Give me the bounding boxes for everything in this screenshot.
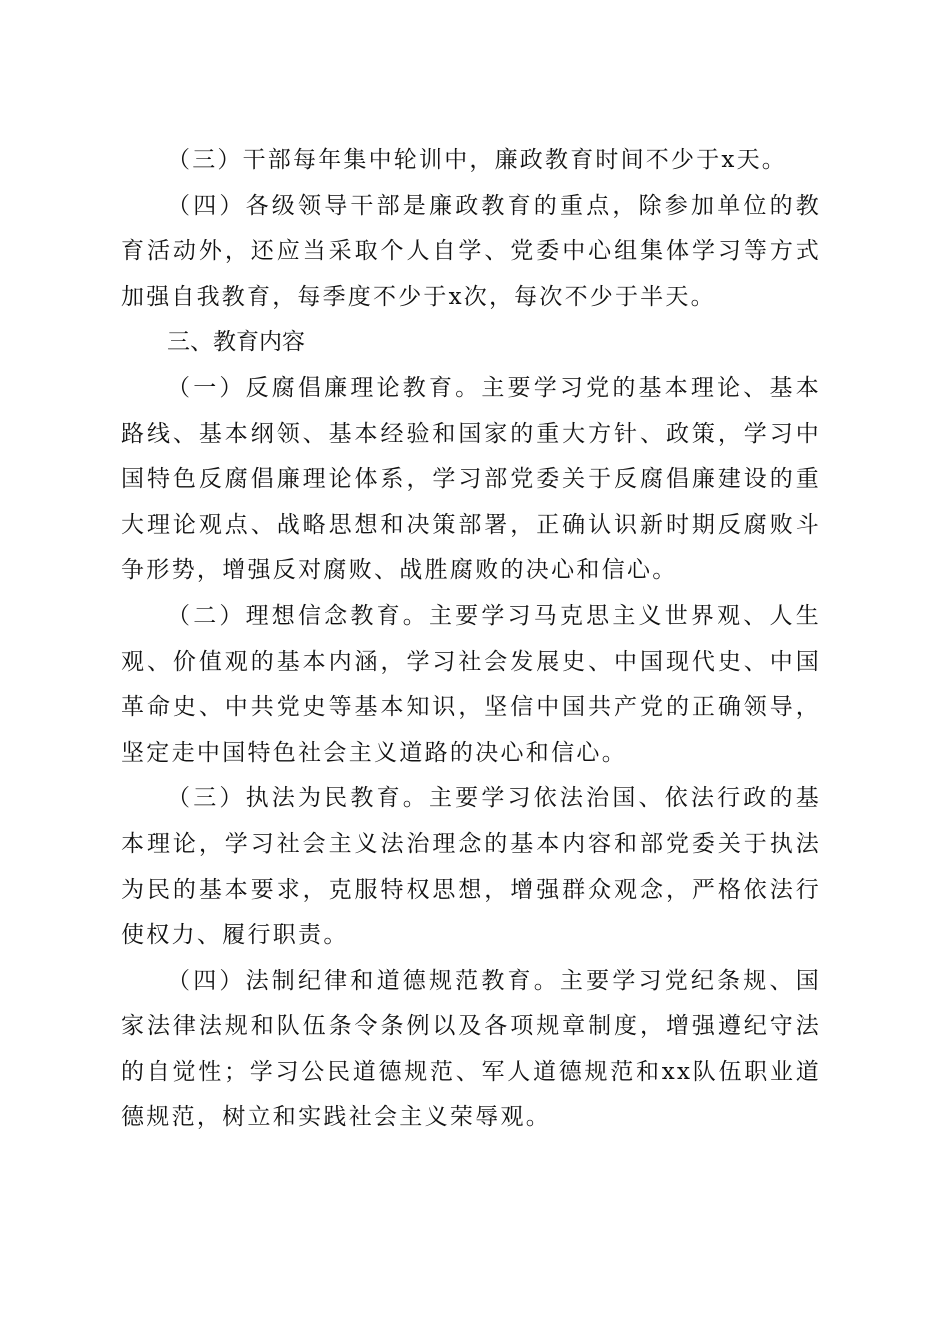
paragraph-discipline-ethics: （四）法制纪律和道德规范教育。主要学习党纪条规、国家法律法规和队伍条令条例以及各项规章制度，增强遵纪守法的自觉性；学习公民道德规范、军人道德规范和xx队伍职业道德规范，树立和实践社会主义荣辱观。 bbox=[121, 967, 821, 1131]
paragraph-leader-education: （四）各级领导干部是廉政教育的重点，除参加单位的教育活动外，还应当采取个人自学、党委中心组集体学习等方式加强自我教育，每季度不少于x次，每次不少于半天。 bbox=[121, 192, 821, 310]
paragraph-ideals-beliefs: （二）理想信念教育。主要学习马克思主义世界观、人生观、价值观的基本内涵，学习社会发展史、中国现代史、中国革命史、中共党史等基本知识，坚信中国共产党的正确领导，坚定走中国特色社会主义道路的决心和信心。 bbox=[121, 602, 821, 766]
section-heading-education-content: 三、教育内容 bbox=[167, 329, 305, 356]
paragraph-cadre-training: （三）干部每年集中轮训中，廉政教育时间不少于x天。 bbox=[167, 147, 787, 173]
document-body bbox=[121, 138, 821, 1141]
paragraph-law-enforcement-for-people: （三）执法为民教育。主要学习依法治国、依法行政的基本理论，学习社会主义法治理念的基本内容和部党委关于执法为民的基本要求，克服特权思想，增强群众观念，严格依法行使权力、履行职责。 bbox=[121, 785, 821, 949]
paragraph-anti-corruption-theory: （一）反腐倡廉理论教育。主要学习党的基本理论、基本路线、基本纲领、基本经验和国家的重大方针、政策，学习中国特色反腐倡廉理论体系，学习部党委关于反腐倡廉建设的重大理论观点、战略思想和决策部署，正确认识新时期反腐败斗争形势，增强反对腐败、战胜腐败的决心和信心。 bbox=[121, 374, 821, 584]
